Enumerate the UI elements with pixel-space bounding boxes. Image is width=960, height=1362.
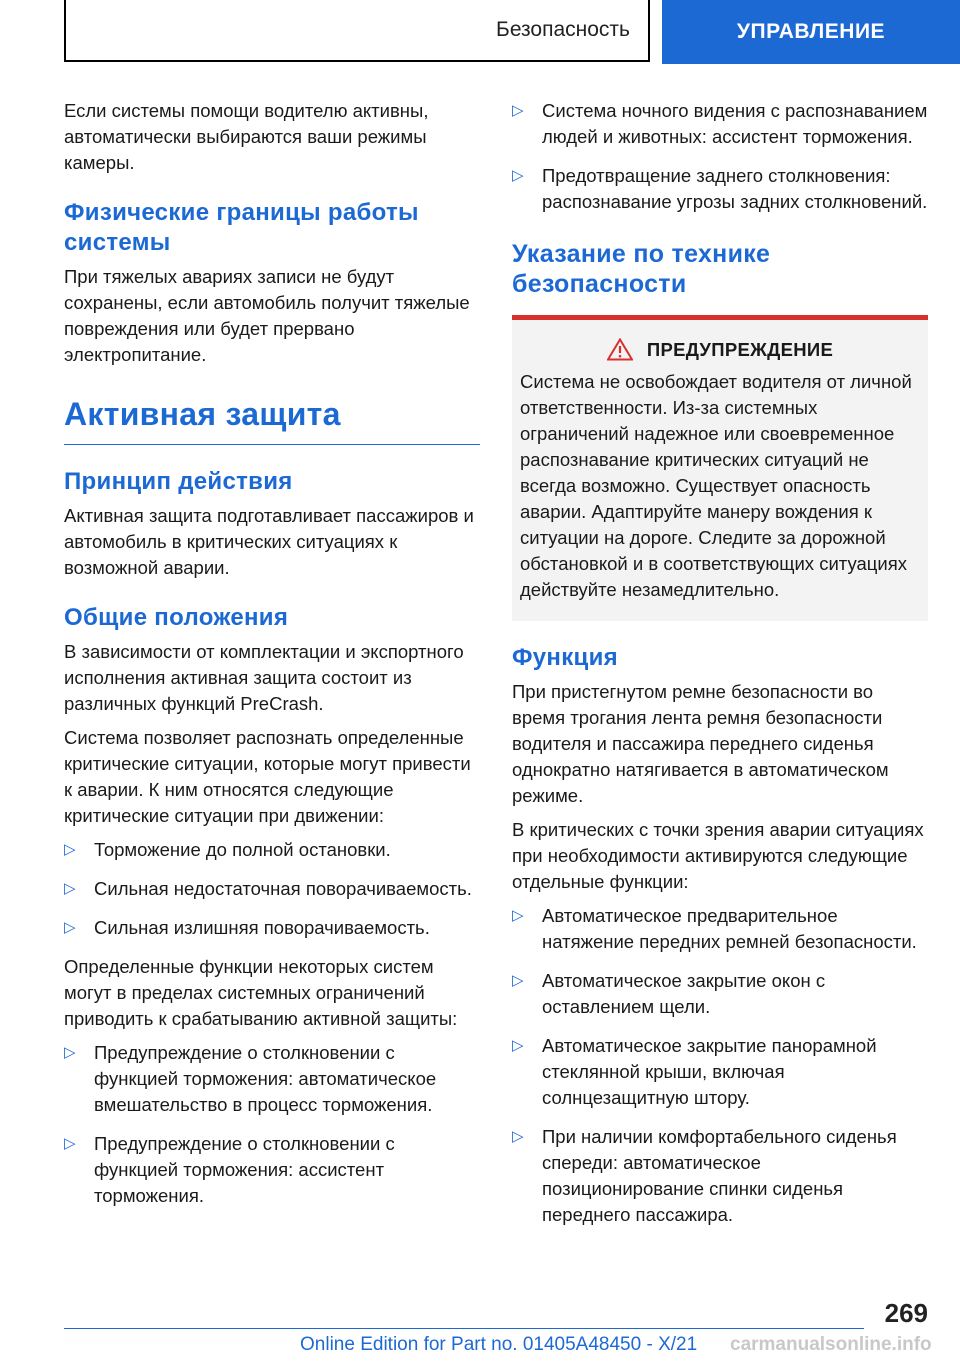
intro-paragraph: Если системы помощи водителю активны, автоматически выбираются ваши режимы камеры. [64, 100, 429, 173]
triangle-bullet-icon: ▷ [64, 919, 76, 936]
page-header [0, 0, 960, 66]
list-item: ▷ Система ночного видения с распознаванием людей и животных: ассистент торможения. [512, 100, 928, 147]
triangle-bullet-icon: ▷ [512, 972, 524, 989]
list-item: ▷ При наличии комфортабельного сиденья спереди: автоматическое позиционирование спинки сиденья переднего пассажира. [512, 1126, 897, 1225]
general-text-3: Определенные функции некоторых систем могут в пределах системных ограничений приводить к срабатыванию активной защиты: [64, 956, 458, 1029]
footer-divider [64, 1328, 864, 1329]
triangle-bullet-icon: ▷ [512, 907, 524, 924]
watermark: carmanualsonline.info [730, 1334, 932, 1355]
triangle-bullet-icon: ▷ [512, 102, 524, 119]
list-item: ▷ Сильная недостаточная поворачиваемость. [64, 876, 480, 902]
right-column [512, 98, 928, 1241]
general-text-2: Система позволяет распознать определенные критические ситуации, которые могут привести к аварии. К ним относятся следующие критические ситуации при движении: [64, 727, 471, 826]
edition-info: Online Edition for Part no. 01405A48450 - X/21 [300, 1334, 698, 1355]
assist-systems-list [512, 98, 928, 215]
page-number: 269 [884, 1298, 928, 1328]
general-text-1: В зависимости от комплектации и экспортного исполнения активная защита состоит из различных функций PreCrash. [64, 641, 464, 714]
list-item: ▷ Предупреждение о столкновении с функцией торможения: автоматическое вмешательство в процесс торможения. [64, 1042, 437, 1115]
system-functions-list [64, 1040, 480, 1209]
list-item: ▷ Автоматическое предварительное натяжение передних ремней безопасности. [512, 905, 917, 952]
triangle-bullet-icon: ▷ [64, 880, 76, 897]
left-column [64, 98, 480, 1222]
triangle-bullet-icon: ▷ [512, 1128, 524, 1145]
list-item: ▷ Автоматическое закрытие панорамной стеклянной крыши, включая солнцезащитную штору. [512, 1035, 877, 1108]
function-text-1: При пристегнутом ремне безопасности во время трогания лента ремня безопасности водителя и пассажира переднего сиденья однократно натягивается в автоматическом режиме. [512, 681, 889, 806]
list-item: ▷ Сильная излишняя поворачиваемость. [64, 915, 480, 941]
triangle-bullet-icon: ▷ [64, 1135, 76, 1152]
safety-note-heading: Указание по технике безопасности [512, 240, 771, 298]
triangle-bullet-icon: ▷ [64, 1044, 76, 1061]
physical-limits-heading: Физические границы работы системы [64, 199, 419, 256]
triangle-bullet-icon: ▷ [64, 841, 76, 858]
principle-text: Активная защита подготавливает пассажиров и автомобиль в критических ситуациях к возможной аварии. [64, 505, 474, 578]
active-protection-heading: Активная защита [64, 394, 480, 445]
triangle-bullet-icon: ▷ [512, 167, 524, 184]
list-item: ▷ Предотвращение заднего столкновения: распознавание угрозы задних столкновений. [512, 165, 928, 212]
list-item: ▷ Предупреждение о столкновении с функцией торможения: ассистент торможения. [64, 1133, 395, 1206]
warning-triangle-icon [607, 338, 633, 361]
general-heading: Общие положения [64, 604, 289, 631]
driving-situations-list [64, 837, 480, 941]
warning-text: Система не освобождает водителя от личной ответственности. Из-за системных ограничений надежное или своевременное распознавание критических ситуаций не всегда возможно. Существует опасность аварии. Адаптируйте манеру вождения к ситуации на дороге. Следите за дорожной обстановкой и в соответствующих ситуациях действуйте незамедлительно. [520, 371, 912, 600]
triangle-bullet-icon: ▷ [512, 1037, 524, 1054]
chapter-tab [662, 0, 960, 64]
list-item: ▷ Автоматическое закрытие окон с оставлением щели. [512, 970, 826, 1017]
warning-box [512, 315, 928, 621]
function-text-2: В критических с точки зрения аварии ситуациях при необходимости активируются следующие отдельные функции: [512, 819, 924, 892]
section-title: Безопасность [496, 18, 630, 41]
chapter-title: УПРАВЛЕНИЕ [736, 20, 886, 43]
principle-heading: Принцип действия [64, 468, 293, 495]
physical-limits-text: При тяжелых авариях записи не будут сохранены, если автомобиль получит тяжелые повреждения или будет прервано электропитание. [64, 266, 470, 365]
section-tab [64, 0, 650, 62]
list-item: ▷ Торможение до полной остановки. [64, 837, 480, 863]
individual-functions-list [512, 903, 928, 1228]
function-heading: Функция [512, 644, 618, 671]
warning-header [520, 338, 920, 361]
warning-title: ПРЕДУПРЕЖДЕНИЕ [646, 338, 834, 360]
